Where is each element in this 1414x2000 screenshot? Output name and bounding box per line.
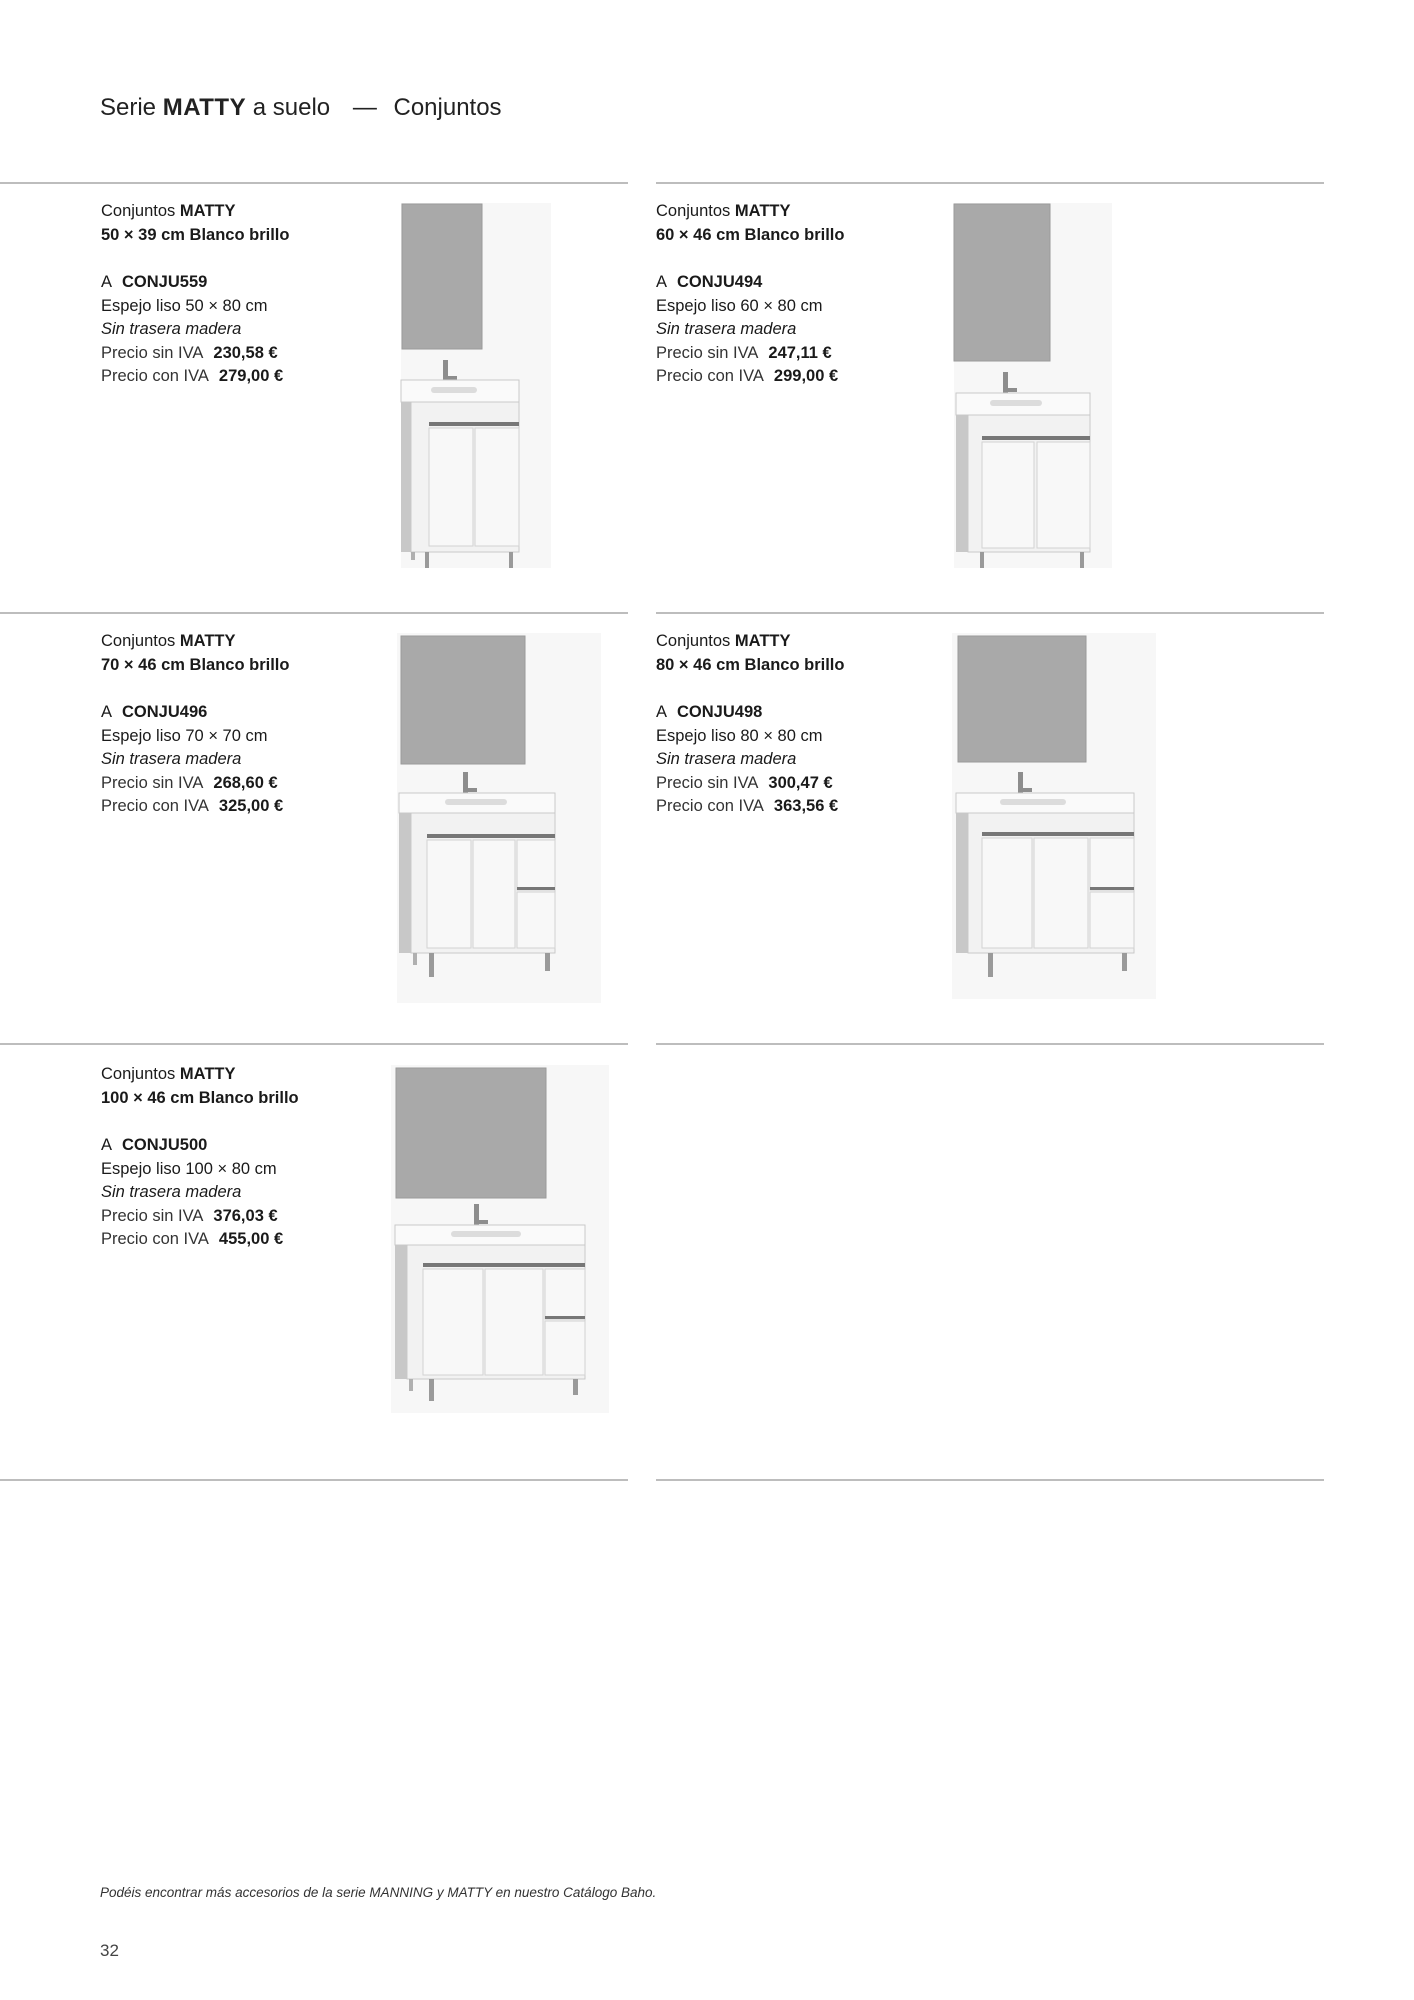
product-name: Conjuntos MATTY [101, 1065, 236, 1083]
title-prefix: Serie [100, 94, 157, 121]
product-size: 80 × 46 cm Blanco brillo [656, 655, 845, 674]
divider-rule [0, 612, 628, 614]
product-note: Sin trasera madera [101, 320, 242, 338]
product-card [101, 200, 661, 600]
product-mirror: Espejo liso 100 × 80 cm [101, 1159, 277, 1178]
product-mirror: Espejo liso 60 × 80 cm [656, 296, 823, 315]
divider-rule [656, 612, 1324, 614]
product-reference: A CONJU559 [101, 273, 208, 291]
vanity-unit-doors-drawers-mirror-icon [944, 630, 1164, 1002]
product-note: Sin trasera madera [101, 750, 242, 768]
product-card [656, 200, 1216, 600]
product-card [101, 1063, 661, 1463]
product-reference: A CONJU496 [101, 703, 208, 721]
product-info [656, 200, 926, 389]
product-note: Sin trasera madera [656, 320, 797, 338]
product-mirror: Espejo liso 80 × 80 cm [656, 726, 823, 745]
product-reference: A CONJU494 [656, 273, 763, 291]
product-size: 50 × 39 cm Blanco brillo [101, 225, 290, 244]
page-number: 32 [100, 1941, 119, 1960]
product-info [101, 200, 371, 389]
product-reference: A CONJU500 [101, 1136, 208, 1154]
product-note: Sin trasera madera [656, 750, 797, 768]
price-with-vat: Precio con IVA 455,00 € [101, 1230, 284, 1248]
divider-rule [0, 182, 628, 184]
product-mirror: Espejo liso 70 × 70 cm [101, 726, 268, 745]
divider-rule [0, 1043, 628, 1045]
product-card [656, 630, 1216, 1030]
product-name: Conjuntos MATTY [101, 202, 236, 220]
price-with-vat: Precio con IVA 279,00 € [101, 367, 284, 385]
vanity-unit-doors-drawers-mirror-icon [389, 630, 609, 1005]
product-reference: A CONJU498 [656, 703, 763, 721]
price-without-vat: Precio sin IVA 268,60 € [101, 773, 278, 792]
product-size: 60 × 46 cm Blanco brillo [656, 225, 845, 244]
product-mirror: Espejo liso 50 × 80 cm [101, 296, 268, 315]
divider-rule [656, 182, 1324, 184]
divider-rule [0, 1479, 628, 1481]
footnote: Podéis encontrar más accesorios de la serie MANNING y MATTY en nuestro Catálogo Baho. [100, 1885, 657, 1900]
title-suffix: a suelo [252, 94, 331, 121]
title-section: Conjuntos [393, 94, 502, 121]
product-note: Sin trasera madera [101, 1183, 242, 1201]
product-size: 70 × 46 cm Blanco brillo [101, 655, 290, 674]
product-info [101, 630, 371, 819]
page-title [100, 94, 502, 122]
price-with-vat: Precio con IVA 363,56 € [656, 797, 839, 815]
product-card [101, 630, 661, 1030]
vanity-unit-doors-drawers-mirror-icon [385, 1063, 615, 1415]
title-dash: — [352, 94, 377, 121]
price-with-vat: Precio con IVA 299,00 € [656, 367, 839, 385]
product-name: Conjuntos MATTY [101, 632, 236, 650]
price-with-vat: Precio con IVA 325,00 € [101, 797, 284, 815]
title-series: MATTY [162, 94, 247, 121]
price-without-vat: Precio sin IVA 300,47 € [656, 773, 833, 792]
divider-rule [656, 1043, 1324, 1045]
product-info [656, 630, 926, 819]
price-without-vat: Precio sin IVA 230,58 € [101, 343, 278, 362]
divider-rule [656, 1479, 1324, 1481]
price-without-vat: Precio sin IVA 247,11 € [656, 343, 832, 362]
product-name: Conjuntos MATTY [656, 202, 791, 220]
product-info [101, 1063, 371, 1252]
vanity-unit-2-doors-mirror-icon [391, 200, 561, 572]
price-without-vat: Precio sin IVA 376,03 € [101, 1206, 278, 1225]
product-size: 100 × 46 cm Blanco brillo [101, 1088, 299, 1107]
vanity-unit-2-doors-mirror-icon [946, 200, 1116, 572]
product-name: Conjuntos MATTY [656, 632, 791, 650]
